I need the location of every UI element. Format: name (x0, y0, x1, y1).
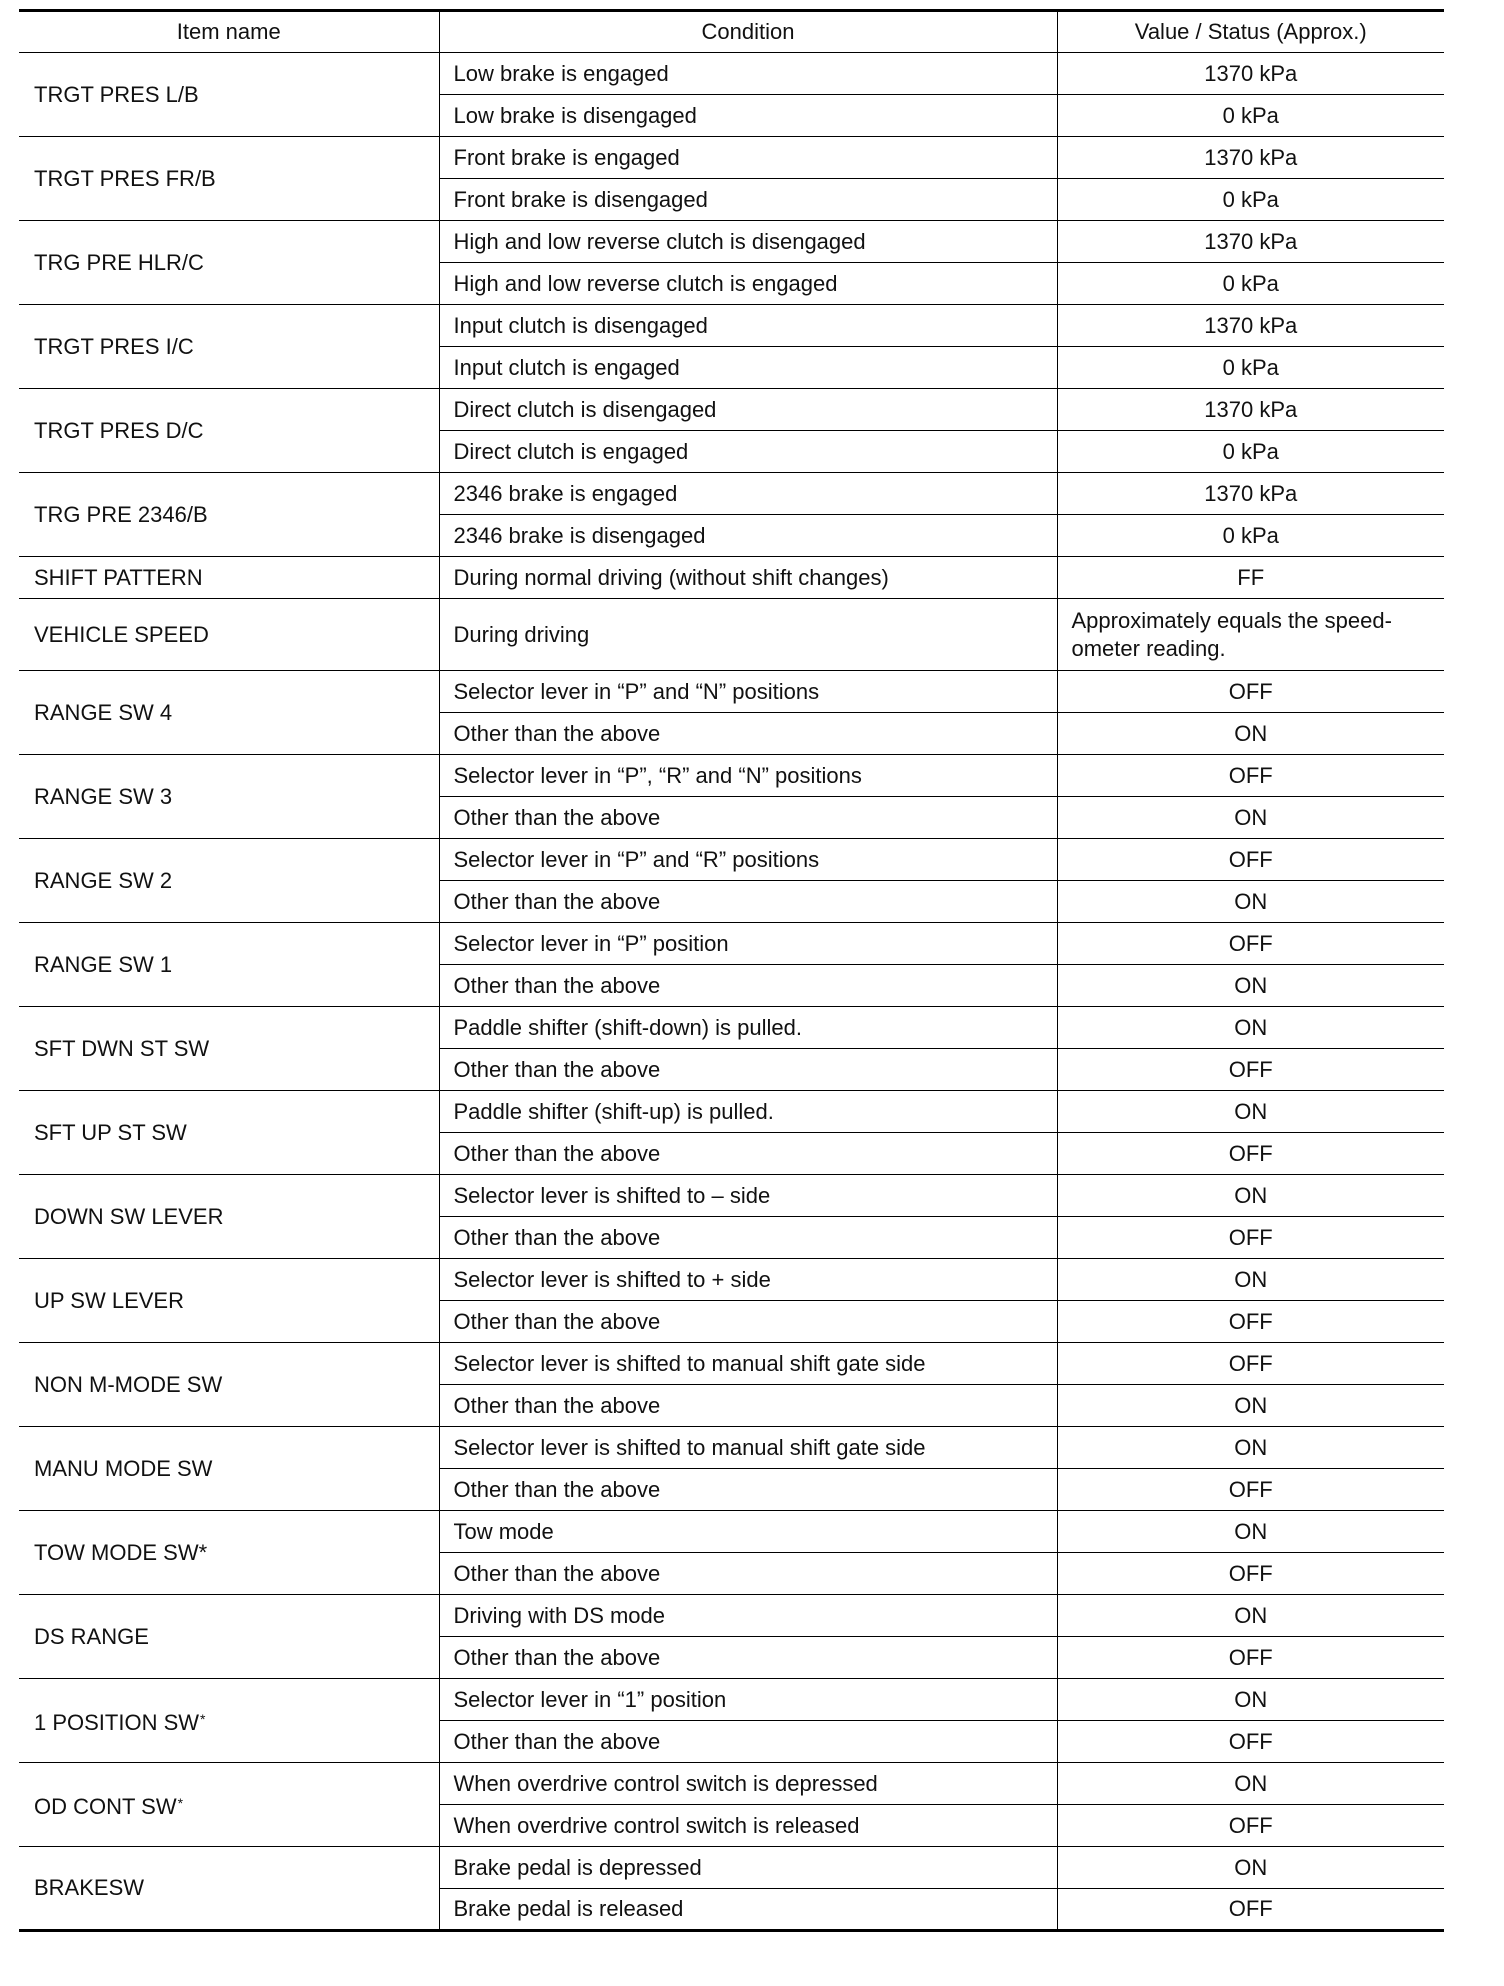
table-row (19, 557, 1444, 599)
value-cell: OFF (1057, 1889, 1444, 1931)
table-row (19, 599, 1444, 671)
table-row (19, 221, 1444, 263)
item-name: DOWN SW LEVER (34, 1203, 224, 1229)
condition-cell: High and low reverse clutch is disengaged (439, 221, 1057, 263)
condition-cell: Front brake is disengaged (439, 179, 1057, 221)
condition-cell: Other than the above (439, 1553, 1057, 1595)
table-row (19, 389, 1444, 431)
item-name-cell (19, 221, 439, 305)
value-cell: OFF (1057, 1133, 1444, 1175)
item-name: DS RANGE (34, 1623, 149, 1649)
value-cell: ON (1057, 1385, 1444, 1427)
condition-cell: Low brake is engaged (439, 53, 1057, 95)
item-name: NON M-MODE SW (34, 1371, 223, 1397)
value-cell: OFF (1057, 839, 1444, 881)
condition-cell: Other than the above (439, 1469, 1057, 1511)
item-name-cell (19, 1259, 439, 1343)
value-cell: OFF (1057, 1301, 1444, 1343)
header-condition: Condition (439, 11, 1057, 53)
value-cell: OFF (1057, 1637, 1444, 1679)
value-cell: OFF (1057, 923, 1444, 965)
item-name-cell (19, 1343, 439, 1427)
condition-cell: Selector lever is shifted to manual shift gate side (439, 1427, 1057, 1469)
condition-cell: Selector lever is shifted to + side (439, 1259, 1057, 1301)
value-cell: ON (1057, 797, 1444, 839)
item-name-cell (19, 137, 439, 221)
item-name-cell (19, 839, 439, 923)
item-name: SFT DWN ST SW (34, 1035, 210, 1061)
item-name-cell (19, 1595, 439, 1679)
table-row (19, 1847, 1444, 1889)
condition-cell: When overdrive control switch is released (439, 1805, 1057, 1847)
value-cell: Approximately equals the speed-ometer reading. (1057, 599, 1444, 671)
item-name: BRAKESW (34, 1875, 145, 1900)
value-cell: OFF (1057, 671, 1444, 713)
condition-cell: During normal driving (without shift changes) (439, 557, 1057, 599)
value-cell: ON (1057, 1007, 1444, 1049)
value-cell: ON (1057, 1091, 1444, 1133)
item-name: TRGT PRES FR/B (34, 165, 216, 191)
item-name-cell (19, 1007, 439, 1091)
value-cell: 0 kPa (1057, 515, 1444, 557)
item-name: 1 POSITION SW (34, 1709, 200, 1735)
condition-cell: Tow mode (439, 1511, 1057, 1553)
condition-cell: Other than the above (439, 1385, 1057, 1427)
value-cell: ON (1057, 1595, 1444, 1637)
condition-cell: Direct clutch is disengaged (439, 389, 1057, 431)
item-name-cell (19, 1847, 439, 1931)
value-cell: 1370 kPa (1057, 473, 1444, 515)
table-row (19, 137, 1444, 179)
item-name: TRG PRE HLR/C (34, 249, 204, 275)
value-cell: 1370 kPa (1057, 389, 1444, 431)
value-cell: OFF (1057, 1721, 1444, 1763)
table-row (19, 53, 1444, 95)
value-cell: 1370 kPa (1057, 137, 1444, 179)
condition-cell: Selector lever in “P”, “R” and “N” positions (439, 755, 1057, 797)
item-name: TOW MODE SW* (34, 1539, 208, 1565)
condition-cell: When overdrive control switch is depressed (439, 1763, 1057, 1805)
condition-cell: Selector lever in “P” position (439, 923, 1057, 965)
table-row (19, 1091, 1444, 1133)
condition-cell: Low brake is disengaged (439, 95, 1057, 137)
value-cell: 1370 kPa (1057, 305, 1444, 347)
table-row (19, 923, 1444, 965)
condition-cell: Selector lever in “1” position (439, 1679, 1057, 1721)
item-name-cell (19, 923, 439, 1007)
item-name-cell (19, 1091, 439, 1175)
value-cell: OFF (1057, 1805, 1444, 1847)
item-name: SFT UP ST SW (34, 1119, 187, 1145)
header-value-status: Value / Status (Approx.) (1057, 11, 1444, 53)
condition-cell: Other than the above (439, 1133, 1057, 1175)
value-cell: 1370 kPa (1057, 53, 1444, 95)
footnote-mark: * (177, 1794, 184, 1811)
value-cell: ON (1057, 1427, 1444, 1469)
value-cell: ON (1057, 1679, 1444, 1721)
condition-cell: Other than the above (439, 1217, 1057, 1259)
item-name: UP SW LEVER (34, 1287, 184, 1313)
condition-cell: 2346 brake is engaged (439, 473, 1057, 515)
item-name: TRGT PRES L/B (34, 81, 199, 107)
item-name: TRGT PRES D/C (34, 417, 204, 443)
item-name: RANGE SW 2 (34, 867, 173, 893)
condition-cell: Direct clutch is engaged (439, 431, 1057, 473)
item-name-cell (19, 755, 439, 839)
value-cell: ON (1057, 1847, 1444, 1889)
header-item-name: Item name (19, 11, 439, 53)
item-name-cell (19, 671, 439, 755)
table-row (19, 839, 1444, 881)
table-row (19, 305, 1444, 347)
condition-cell: Other than the above (439, 797, 1057, 839)
item-name: RANGE SW 3 (34, 783, 173, 809)
condition-cell: Other than the above (439, 1049, 1057, 1091)
item-name-cell (19, 1679, 439, 1763)
table-row (19, 473, 1444, 515)
footnote-mark: * (200, 1710, 206, 1727)
table-row (19, 1259, 1444, 1301)
value-cell: ON (1057, 881, 1444, 923)
item-name: RANGE SW 1 (34, 951, 173, 977)
value-cell: FF (1057, 557, 1444, 599)
table-body (19, 53, 1444, 1931)
value-cell: OFF (1057, 1469, 1444, 1511)
condition-cell: Selector lever in “P” and “R” positions (439, 839, 1057, 881)
item-name: MANU MODE SW (34, 1455, 213, 1481)
value-cell: ON (1057, 1763, 1444, 1805)
value-cell: OFF (1057, 1217, 1444, 1259)
condition-cell: Other than the above (439, 1637, 1057, 1679)
item-name-cell (19, 1763, 439, 1847)
condition-cell: Selector lever is shifted to manual shift gate side (439, 1343, 1057, 1385)
header-row (19, 11, 1444, 53)
value-cell: 0 kPa (1057, 431, 1444, 473)
condition-cell: Other than the above (439, 1301, 1057, 1343)
item-name: RANGE SW 4 (34, 699, 173, 725)
condition-cell: Brake pedal is depressed (439, 1847, 1057, 1889)
table-row (19, 1427, 1444, 1469)
value-cell: ON (1057, 1259, 1444, 1301)
value-cell: ON (1057, 1175, 1444, 1217)
condition-cell: 2346 brake is disengaged (439, 515, 1057, 557)
item-name-cell (19, 305, 439, 389)
table-row (19, 755, 1444, 797)
value-cell: OFF (1057, 1343, 1444, 1385)
item-name-cell (19, 557, 439, 599)
value-cell: 0 kPa (1057, 179, 1444, 221)
item-name: TRGT PRES I/C (34, 333, 194, 359)
condition-cell: Input clutch is disengaged (439, 305, 1057, 347)
value-cell: 0 kPa (1057, 347, 1444, 389)
condition-cell: High and low reverse clutch is engaged (439, 263, 1057, 305)
condition-cell: Selector lever in “P” and “N” positions (439, 671, 1057, 713)
table-row (19, 1175, 1444, 1217)
condition-cell: Front brake is engaged (439, 137, 1057, 179)
table-row (19, 1679, 1444, 1721)
condition-cell: Other than the above (439, 1721, 1057, 1763)
condition-cell: During driving (439, 599, 1057, 671)
condition-cell: Driving with DS mode (439, 1595, 1057, 1637)
condition-cell: Other than the above (439, 965, 1057, 1007)
table-row (19, 1595, 1444, 1637)
condition-cell: Other than the above (439, 881, 1057, 923)
value-cell: 0 kPa (1057, 95, 1444, 137)
condition-cell: Selector lever is shifted to – side (439, 1175, 1057, 1217)
table-row (19, 1343, 1444, 1385)
table-row (19, 1007, 1444, 1049)
condition-cell: Input clutch is engaged (439, 347, 1057, 389)
value-cell: OFF (1057, 1553, 1444, 1595)
condition-cell: Paddle shifter (shift-down) is pulled. (439, 1007, 1057, 1049)
item-name-cell (19, 53, 439, 137)
item-name: OD CONT SW (34, 1793, 177, 1819)
table-row (19, 1763, 1444, 1805)
table-row (19, 671, 1444, 713)
condition-cell: Paddle shifter (shift-up) is pulled. (439, 1091, 1057, 1133)
value-cell: 0 kPa (1057, 263, 1444, 305)
item-name-cell (19, 1511, 439, 1595)
item-name-cell (19, 473, 439, 557)
value-cell: ON (1057, 965, 1444, 1007)
item-name: VEHICLE SPEED (34, 621, 209, 647)
value-cell: ON (1057, 713, 1444, 755)
value-cell: OFF (1057, 755, 1444, 797)
spec-table (19, 9, 1444, 1932)
item-name-cell (19, 1427, 439, 1511)
table-row (19, 1511, 1444, 1553)
value-cell: OFF (1057, 1049, 1444, 1091)
item-name-cell (19, 599, 439, 671)
condition-cell: Brake pedal is released (439, 1889, 1057, 1931)
table-header (19, 11, 1444, 53)
condition-cell: Other than the above (439, 713, 1057, 755)
item-name-cell (19, 389, 439, 473)
item-name: TRG PRE 2346/B (34, 501, 208, 527)
item-name-cell (19, 1175, 439, 1259)
item-name: SHIFT PATTERN (34, 564, 203, 590)
value-cell: ON (1057, 1511, 1444, 1553)
value-cell: 1370 kPa (1057, 221, 1444, 263)
